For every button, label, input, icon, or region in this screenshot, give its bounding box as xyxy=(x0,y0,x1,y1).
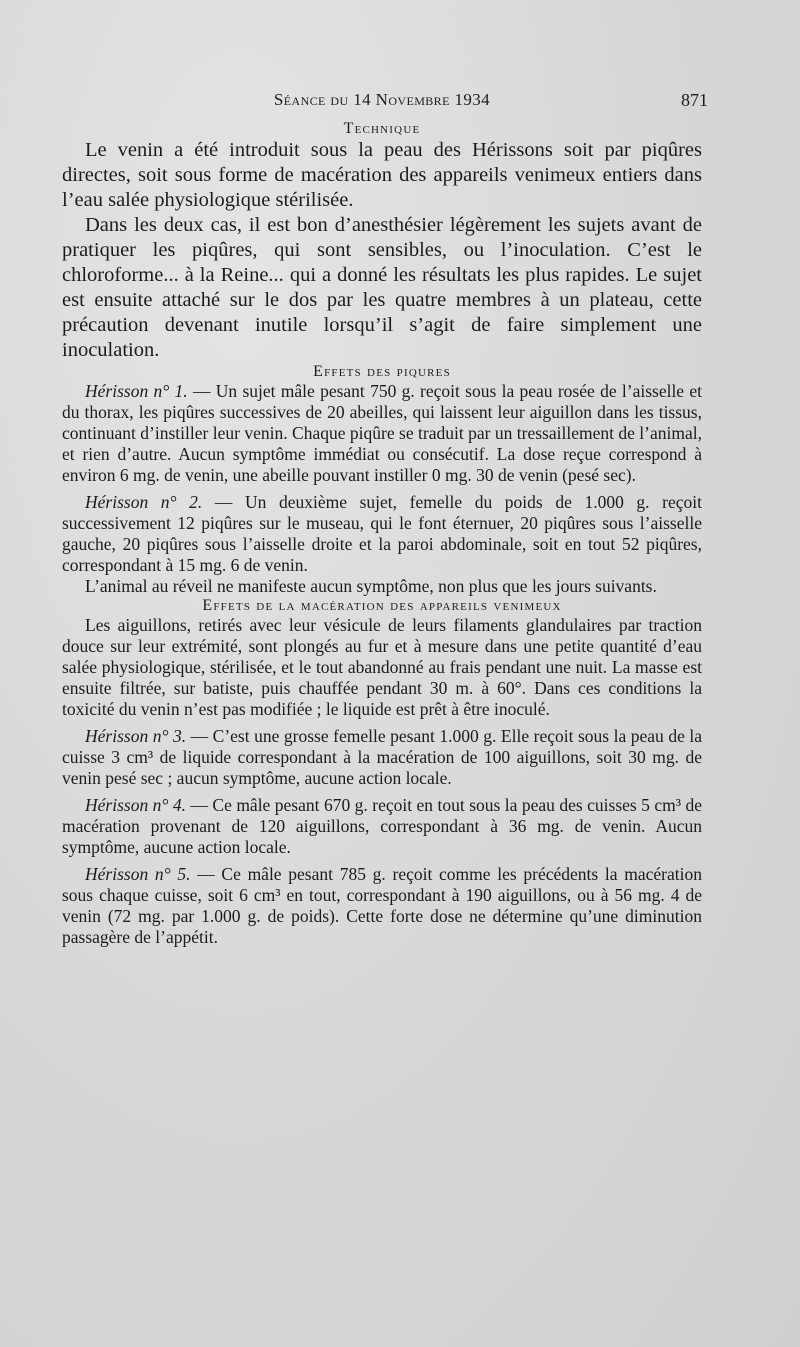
case-text-4: — Ce mâle pesant 670 g. reçoit en tout sous la peau des cuisses 5 cm³ de macération provenant de 120 aiguillons, correspondant à 36 mg. de venin. Aucun symptôme, aucune action locale. xyxy=(62,795,702,857)
piqures-body xyxy=(62,381,702,597)
technique-paragraph-1: Le venin a été introduit sous la peau des Hérissons soit par piqûres directes, soit sous forme de macération des appareils venimeux entiers dans l’eau salée physiologique stérilisée. xyxy=(62,139,702,211)
section-heading-piqures: Effets des piqures xyxy=(313,363,451,380)
page xyxy=(62,86,708,948)
section-heading-technique: Technique xyxy=(343,120,421,137)
maceration-body xyxy=(62,615,702,948)
section-heading-maceration: Effets de la macération des appareils venimeux xyxy=(202,597,562,614)
case-text-2: — Un deuxième sujet, femelle du poids de 1.000 g. reçoit successivement 12 piqûres sur le museau, qui le font éternuer, 20 piqûres sous l’aisselle gauche, 20 piqûres sous l’aisselle droite et la paroi abdominale, soit en tout 52 piqûres, correspondant à 15 mg. 6 de venin. xyxy=(62,492,702,575)
case-label-3: Hérisson n° 3. xyxy=(85,726,187,746)
case-paragraph-2 xyxy=(62,492,702,576)
case-text-1: — Un sujet mâle pesant 750 g. reçoit sous la peau rosée de l’aisselle et du thorax, les piqûres successives de 20 abeilles, qui laissent leur aiguillon dans les tissus, continuant d’instiller leur venin. Chaque piqûre se traduit par un tressaillement de l’animal, et rien d’autre. Aucun symptôme immédiat ou consécutif. La dose reçue correspond à environ 6 mg. de venin, une abeille pouvant instiller 0 mg. 30 de venin (pesé sec). xyxy=(62,381,703,485)
case-paragraph-5 xyxy=(62,864,702,948)
case-label-4: Hérisson n° 4. xyxy=(85,795,186,815)
case-label-5: Hérisson n° 5. xyxy=(85,864,191,884)
case-paragraph-3 xyxy=(62,726,702,789)
case-label-2: Hérisson n° 2. xyxy=(85,492,203,512)
running-head xyxy=(62,86,708,120)
case-text-5: — Ce mâle pesant 785 g. reçoit comme les précédents la macération sous chaque cuisse, soit 6 cm³ en tout, correspondant à 190 aiguillons, ou à 56 mg. 4 de venin (72 mg. par 1.000 g. de poids). Cette forte dose ne détermine qu’une diminution passagère de l’appétit. xyxy=(62,864,703,947)
case-text-3: — C’est une grosse femelle pesant 1.000 g. Elle reçoit sous la peau de la cuisse 3 cm³ de liquide correspondant à la macération de 100 aiguillons, soit 30 mg. de venin pesé sec ; aucun symptôme, aucune action locale. xyxy=(62,726,703,788)
case-paragraph-1 xyxy=(62,381,702,486)
piqures-closing: L’animal au réveil ne manifeste aucun symptôme, non plus que les jours suivants. xyxy=(85,576,657,596)
running-title: Séance du 14 Novembre 1934 xyxy=(273,90,491,109)
page-number: 871 xyxy=(681,90,708,110)
technique-body xyxy=(62,138,702,363)
technique-paragraph-2: Dans les deux cas, il est bon d’anesthésier légèrement les sujets avant de pratiquer les piqûres, qui sont sensibles, ou l’inoculation. C’est le chloroforme... à la Reine... qui a donné les résultats les plus rapides. Le sujet est ensuite attaché sur le dos par les quatre membres à un plateau, cette précaution devenant inutile lorsqu’il s’agit de faire simplement une inoculation. xyxy=(62,214,702,361)
case-paragraph-4 xyxy=(62,795,702,858)
maceration-intro: Les aiguillons, retirés avec leur vésicule de leurs filaments glandulaires par traction douce sur leur extrémité, sont plongés au fur et à mesure dans une petite quantité d’eau salée physiologique, stérilisée, et le tout abandonné au frais pendant une nuit. La masse est ensuite filtrée, sur batiste, puis chauffée pendant 30 m. à 60°. Dans ces conditions la toxicité du venin n’est pas modifiée ; le liquide est prêt à être inoculé. xyxy=(62,615,702,719)
case-label-1: Hérisson n° 1. xyxy=(85,381,188,401)
